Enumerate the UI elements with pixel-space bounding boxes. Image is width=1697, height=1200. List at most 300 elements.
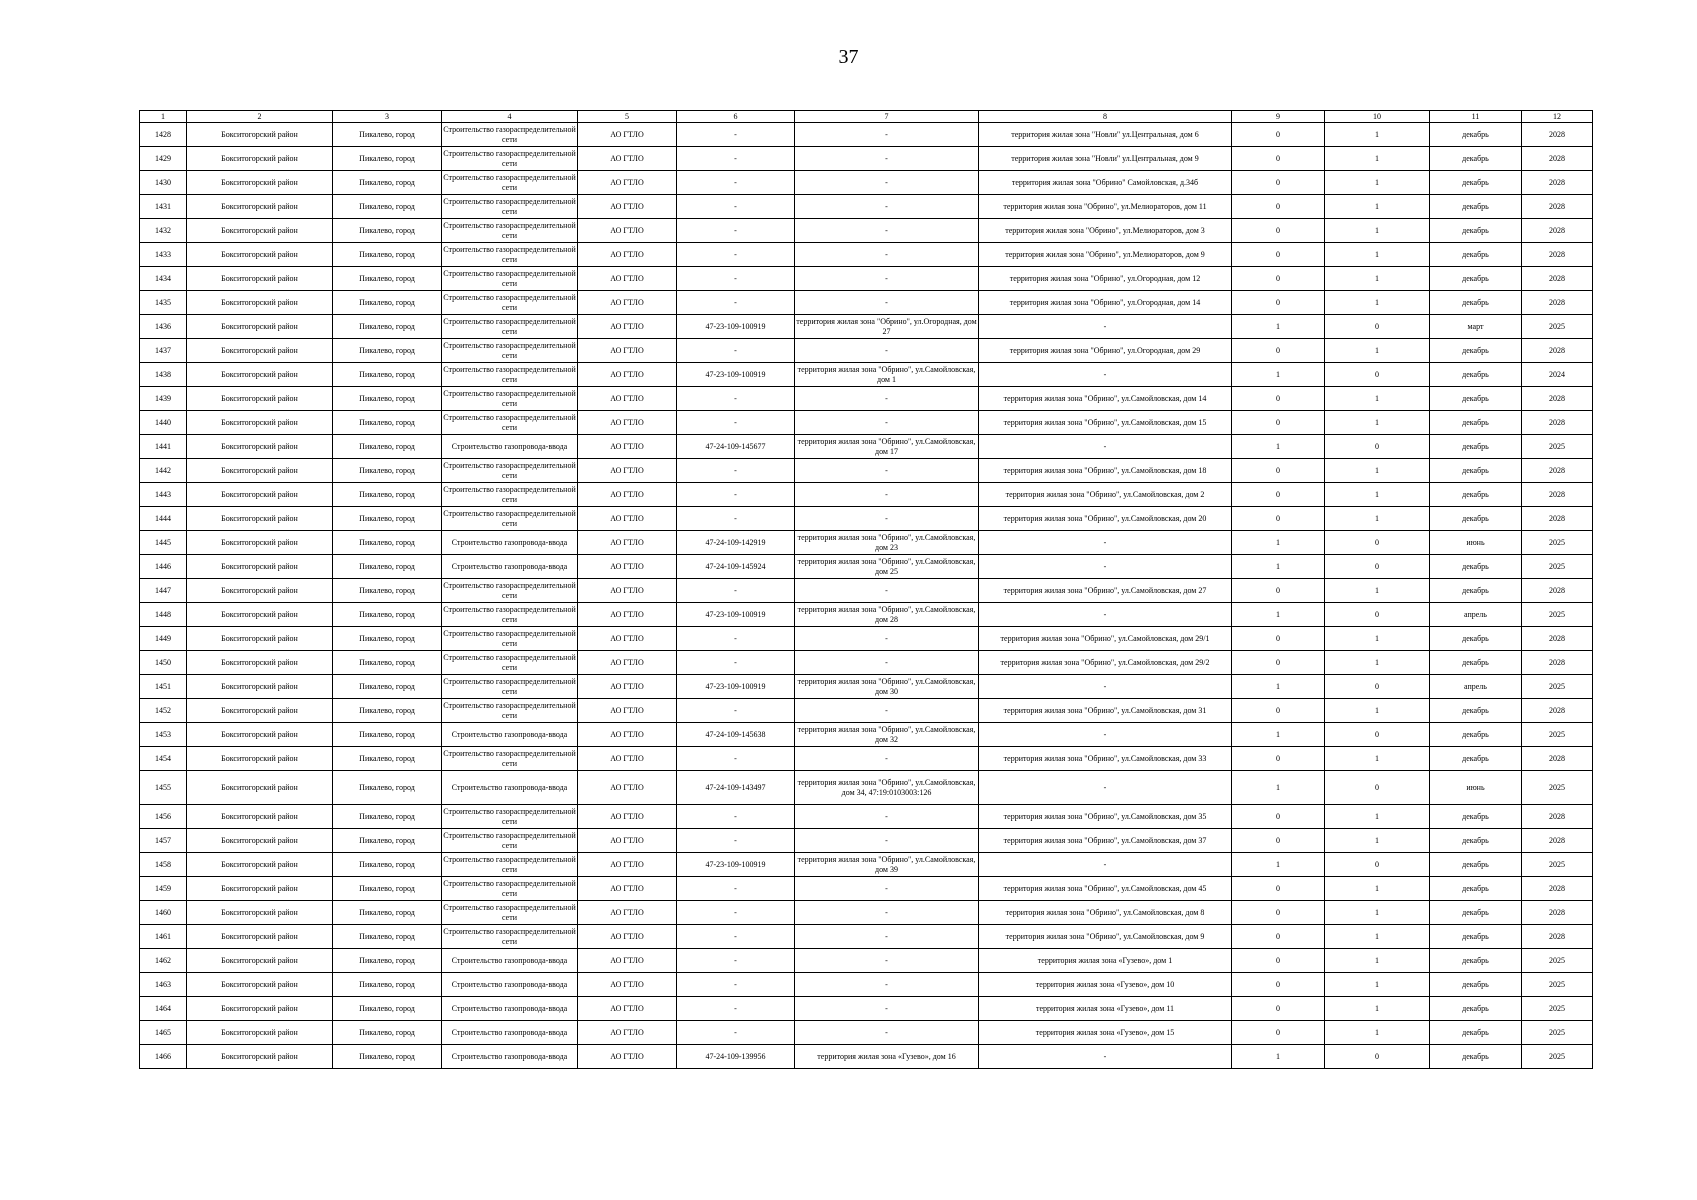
cell-year: 2025 bbox=[1522, 603, 1593, 627]
cell-settlement: Пикалево, город bbox=[333, 315, 442, 339]
cell-year: 2028 bbox=[1522, 925, 1593, 949]
cell-year: 2028 bbox=[1522, 243, 1593, 267]
cell-owner-address: территория жилая зона "Обрино", ул.Самойловская, дом 45 bbox=[979, 877, 1232, 901]
cell-district: Бокситогорский район bbox=[187, 853, 333, 877]
cell-count-a: 1 bbox=[1232, 771, 1325, 805]
cell-settlement: Пикалево, город bbox=[333, 531, 442, 555]
cell-row-number: 1432 bbox=[140, 219, 187, 243]
cell-object-address: - bbox=[795, 387, 979, 411]
cell-row-number: 1440 bbox=[140, 411, 187, 435]
cell-application-number: - bbox=[677, 651, 795, 675]
cell-row-number: 1446 bbox=[140, 555, 187, 579]
cell-row-number: 1460 bbox=[140, 901, 187, 925]
cell-month: декабрь bbox=[1430, 805, 1522, 829]
table-body bbox=[140, 123, 1593, 1069]
cell-work-type: Строительство газораспределительной сети bbox=[442, 925, 578, 949]
cell-organization: АО ГТЛО bbox=[578, 1045, 677, 1069]
cell-count-b: 0 bbox=[1325, 853, 1430, 877]
cell-district: Бокситогорский район bbox=[187, 877, 333, 901]
cell-work-type: Строительство газораспределительной сети bbox=[442, 363, 578, 387]
cell-application-number: - bbox=[677, 747, 795, 771]
cell-application-number: - bbox=[677, 411, 795, 435]
cell-district: Бокситогорский район bbox=[187, 579, 333, 603]
cell-district: Бокситогорский район bbox=[187, 387, 333, 411]
cell-organization: АО ГТЛО bbox=[578, 853, 677, 877]
cell-organization: АО ГТЛО bbox=[578, 507, 677, 531]
cell-work-type: Строительство газораспределительной сети bbox=[442, 243, 578, 267]
cell-count-a: 0 bbox=[1232, 459, 1325, 483]
cell-district: Бокситогорский район bbox=[187, 483, 333, 507]
cell-application-number: - bbox=[677, 877, 795, 901]
cell-month: декабрь bbox=[1430, 459, 1522, 483]
cell-settlement: Пикалево, город bbox=[333, 123, 442, 147]
cell-settlement: Пикалево, город bbox=[333, 925, 442, 949]
cell-organization: АО ГТЛО bbox=[578, 949, 677, 973]
column-number: 10 bbox=[1325, 111, 1430, 123]
cell-owner-address: - bbox=[979, 555, 1232, 579]
cell-count-b: 1 bbox=[1325, 219, 1430, 243]
cell-organization: АО ГТЛО bbox=[578, 627, 677, 651]
cell-settlement: Пикалево, город bbox=[333, 723, 442, 747]
cell-month: декабрь bbox=[1430, 483, 1522, 507]
cell-owner-address: - bbox=[979, 315, 1232, 339]
cell-application-number: - bbox=[677, 459, 795, 483]
cell-settlement: Пикалево, город bbox=[333, 387, 442, 411]
cell-work-type: Строительство газораспределительной сети bbox=[442, 483, 578, 507]
cell-row-number: 1433 bbox=[140, 243, 187, 267]
cell-work-type: Строительство газораспределительной сети bbox=[442, 699, 578, 723]
table-row bbox=[140, 531, 1593, 555]
cell-application-number: - bbox=[677, 507, 795, 531]
cell-application-number: - bbox=[677, 291, 795, 315]
cell-owner-address: территория жилая зона "Обрино", ул.Самойловская, дом 14 bbox=[979, 387, 1232, 411]
cell-district: Бокситогорский район bbox=[187, 997, 333, 1021]
cell-count-b: 0 bbox=[1325, 675, 1430, 699]
cell-settlement: Пикалево, город bbox=[333, 949, 442, 973]
cell-owner-address: территория жилая зона "Обрино", ул.Самойловская, дом 8 bbox=[979, 901, 1232, 925]
cell-object-address: - bbox=[795, 123, 979, 147]
cell-count-a: 0 bbox=[1232, 243, 1325, 267]
cell-work-type: Строительство газораспределительной сети bbox=[442, 123, 578, 147]
cell-month: декабрь bbox=[1430, 1021, 1522, 1045]
cell-month: декабрь bbox=[1430, 973, 1522, 997]
cell-year: 2025 bbox=[1522, 435, 1593, 459]
cell-settlement: Пикалево, город bbox=[333, 507, 442, 531]
cell-count-a: 0 bbox=[1232, 291, 1325, 315]
table-row bbox=[140, 555, 1593, 579]
cell-row-number: 1436 bbox=[140, 315, 187, 339]
column-number: 1 bbox=[140, 111, 187, 123]
cell-count-a: 1 bbox=[1232, 555, 1325, 579]
cell-work-type: Строительство газораспределительной сети bbox=[442, 171, 578, 195]
cell-settlement: Пикалево, город bbox=[333, 829, 442, 853]
table-row bbox=[140, 771, 1593, 805]
cell-row-number: 1447 bbox=[140, 579, 187, 603]
cell-year: 2028 bbox=[1522, 651, 1593, 675]
cell-work-type: Строительство газопровода-ввода bbox=[442, 531, 578, 555]
cell-owner-address: - bbox=[979, 853, 1232, 877]
cell-settlement: Пикалево, город bbox=[333, 805, 442, 829]
gasification-table bbox=[139, 110, 1593, 1069]
cell-object-address: - bbox=[795, 339, 979, 363]
cell-row-number: 1461 bbox=[140, 925, 187, 949]
cell-count-a: 1 bbox=[1232, 315, 1325, 339]
cell-year: 2028 bbox=[1522, 339, 1593, 363]
cell-month: декабрь bbox=[1430, 291, 1522, 315]
cell-year: 2028 bbox=[1522, 483, 1593, 507]
cell-work-type: Строительство газораспределительной сети bbox=[442, 459, 578, 483]
table-row bbox=[140, 1045, 1593, 1069]
cell-organization: АО ГТЛО bbox=[578, 651, 677, 675]
column-number: 9 bbox=[1232, 111, 1325, 123]
cell-object-address: территория жилая зона «Гузево», дом 16 bbox=[795, 1045, 979, 1069]
cell-district: Бокситогорский район bbox=[187, 171, 333, 195]
cell-month: июнь bbox=[1430, 771, 1522, 805]
cell-organization: АО ГТЛО bbox=[578, 579, 677, 603]
cell-count-a: 1 bbox=[1232, 1045, 1325, 1069]
cell-owner-address: - bbox=[979, 435, 1232, 459]
column-number-row bbox=[140, 111, 1593, 123]
cell-count-b: 1 bbox=[1325, 877, 1430, 901]
cell-settlement: Пикалево, город bbox=[333, 459, 442, 483]
cell-settlement: Пикалево, город bbox=[333, 627, 442, 651]
cell-organization: АО ГТЛО bbox=[578, 997, 677, 1021]
cell-year: 2028 bbox=[1522, 219, 1593, 243]
cell-month: декабрь bbox=[1430, 123, 1522, 147]
cell-month: декабрь bbox=[1430, 699, 1522, 723]
cell-year: 2028 bbox=[1522, 171, 1593, 195]
cell-application-number: - bbox=[677, 339, 795, 363]
cell-district: Бокситогорский район bbox=[187, 267, 333, 291]
cell-work-type: Строительство газопровода-ввода bbox=[442, 997, 578, 1021]
cell-application-number: - bbox=[677, 579, 795, 603]
cell-count-b: 1 bbox=[1325, 805, 1430, 829]
cell-count-a: 1 bbox=[1232, 603, 1325, 627]
cell-settlement: Пикалево, город bbox=[333, 219, 442, 243]
cell-month: апрель bbox=[1430, 603, 1522, 627]
cell-organization: АО ГТЛО bbox=[578, 531, 677, 555]
cell-district: Бокситогорский район bbox=[187, 123, 333, 147]
cell-count-b: 1 bbox=[1325, 579, 1430, 603]
cell-object-address: - bbox=[795, 997, 979, 1021]
cell-count-b: 1 bbox=[1325, 925, 1430, 949]
cell-district: Бокситогорский район bbox=[187, 459, 333, 483]
cell-settlement: Пикалево, город bbox=[333, 363, 442, 387]
cell-count-a: 0 bbox=[1232, 747, 1325, 771]
cell-object-address: - bbox=[795, 291, 979, 315]
cell-application-number: - bbox=[677, 147, 795, 171]
cell-organization: АО ГТЛО bbox=[578, 675, 677, 699]
cell-work-type: Строительство газораспределительной сети bbox=[442, 603, 578, 627]
cell-object-address: территория жилая зона "Обрино", ул.Самойловская, дом 17 bbox=[795, 435, 979, 459]
cell-count-a: 0 bbox=[1232, 925, 1325, 949]
cell-settlement: Пикалево, город bbox=[333, 435, 442, 459]
cell-month: март bbox=[1430, 315, 1522, 339]
cell-application-number: - bbox=[677, 901, 795, 925]
cell-application-number: - bbox=[677, 627, 795, 651]
cell-count-b: 1 bbox=[1325, 973, 1430, 997]
cell-work-type: Строительство газораспределительной сети bbox=[442, 267, 578, 291]
cell-application-number: - bbox=[677, 123, 795, 147]
cell-count-b: 1 bbox=[1325, 291, 1430, 315]
cell-object-address: территория жилая зона "Обрино", ул.Самойловская, дом 23 bbox=[795, 531, 979, 555]
cell-count-a: 1 bbox=[1232, 853, 1325, 877]
cell-count-b: 1 bbox=[1325, 171, 1430, 195]
cell-settlement: Пикалево, город bbox=[333, 1021, 442, 1045]
cell-application-number: - bbox=[677, 829, 795, 853]
cell-organization: АО ГТЛО bbox=[578, 829, 677, 853]
cell-owner-address: территория жилая зона "Обрино", ул.Самойловская, дом 29/1 bbox=[979, 627, 1232, 651]
cell-organization: АО ГТЛО bbox=[578, 747, 677, 771]
cell-work-type: Строительство газораспределительной сети bbox=[442, 805, 578, 829]
cell-month: декабрь bbox=[1430, 1045, 1522, 1069]
cell-organization: АО ГТЛО bbox=[578, 925, 677, 949]
cell-settlement: Пикалево, город bbox=[333, 339, 442, 363]
table-row bbox=[140, 363, 1593, 387]
cell-owner-address: - bbox=[979, 531, 1232, 555]
cell-organization: АО ГТЛО bbox=[578, 483, 677, 507]
cell-row-number: 1437 bbox=[140, 339, 187, 363]
cell-work-type: Строительство газопровода-ввода bbox=[442, 555, 578, 579]
cell-district: Бокситогорский район bbox=[187, 411, 333, 435]
cell-work-type: Строительство газопровода-ввода bbox=[442, 771, 578, 805]
cell-month: декабрь bbox=[1430, 723, 1522, 747]
cell-district: Бокситогорский район bbox=[187, 925, 333, 949]
cell-settlement: Пикалево, город bbox=[333, 555, 442, 579]
cell-district: Бокситогорский район bbox=[187, 901, 333, 925]
cell-month: декабрь bbox=[1430, 363, 1522, 387]
table-row bbox=[140, 171, 1593, 195]
cell-count-b: 0 bbox=[1325, 771, 1430, 805]
cell-year: 2025 bbox=[1522, 949, 1593, 973]
cell-year: 2025 bbox=[1522, 315, 1593, 339]
cell-organization: АО ГТЛО bbox=[578, 363, 677, 387]
cell-year: 2028 bbox=[1522, 877, 1593, 901]
column-number: 7 bbox=[795, 111, 979, 123]
cell-year: 2028 bbox=[1522, 195, 1593, 219]
cell-count-b: 1 bbox=[1325, 267, 1430, 291]
cell-year: 2028 bbox=[1522, 829, 1593, 853]
cell-count-a: 0 bbox=[1232, 877, 1325, 901]
cell-object-address: территория жилая зона "Обрино", ул.Самойловская, дом 28 bbox=[795, 603, 979, 627]
cell-count-a: 0 bbox=[1232, 651, 1325, 675]
cell-organization: АО ГТЛО bbox=[578, 901, 677, 925]
cell-year: 2028 bbox=[1522, 627, 1593, 651]
cell-count-a: 0 bbox=[1232, 829, 1325, 853]
table-row bbox=[140, 901, 1593, 925]
cell-district: Бокситогорский район bbox=[187, 829, 333, 853]
cell-organization: АО ГТЛО bbox=[578, 459, 677, 483]
cell-object-address: - bbox=[795, 747, 979, 771]
cell-district: Бокситогорский район bbox=[187, 219, 333, 243]
cell-count-a: 0 bbox=[1232, 411, 1325, 435]
cell-organization: АО ГТЛО bbox=[578, 387, 677, 411]
cell-application-number: 47-24-109-145924 bbox=[677, 555, 795, 579]
cell-work-type: Строительство газораспределительной сети bbox=[442, 853, 578, 877]
cell-organization: АО ГТЛО bbox=[578, 219, 677, 243]
cell-count-b: 1 bbox=[1325, 747, 1430, 771]
cell-district: Бокситогорский район bbox=[187, 147, 333, 171]
table-row bbox=[140, 123, 1593, 147]
cell-owner-address: - bbox=[979, 363, 1232, 387]
cell-month: декабрь bbox=[1430, 925, 1522, 949]
cell-organization: АО ГТЛО bbox=[578, 171, 677, 195]
cell-district: Бокситогорский район bbox=[187, 195, 333, 219]
table-row bbox=[140, 411, 1593, 435]
cell-count-b: 1 bbox=[1325, 651, 1430, 675]
cell-year: 2028 bbox=[1522, 579, 1593, 603]
cell-district: Бокситогорский район bbox=[187, 555, 333, 579]
cell-work-type: Строительство газораспределительной сети bbox=[442, 219, 578, 243]
cell-row-number: 1438 bbox=[140, 363, 187, 387]
cell-count-b: 1 bbox=[1325, 829, 1430, 853]
cell-settlement: Пикалево, город bbox=[333, 195, 442, 219]
cell-object-address: - bbox=[795, 267, 979, 291]
cell-year: 2028 bbox=[1522, 459, 1593, 483]
cell-organization: АО ГТЛО bbox=[578, 723, 677, 747]
cell-year: 2028 bbox=[1522, 747, 1593, 771]
cell-object-address: - bbox=[795, 925, 979, 949]
cell-row-number: 1429 bbox=[140, 147, 187, 171]
cell-month: декабрь bbox=[1430, 555, 1522, 579]
cell-work-type: Строительство газораспределительной сети bbox=[442, 387, 578, 411]
cell-object-address: - bbox=[795, 411, 979, 435]
table-row bbox=[140, 483, 1593, 507]
cell-row-number: 1464 bbox=[140, 997, 187, 1021]
cell-row-number: 1449 bbox=[140, 627, 187, 651]
cell-object-address: - bbox=[795, 877, 979, 901]
cell-settlement: Пикалево, город bbox=[333, 603, 442, 627]
cell-count-a: 0 bbox=[1232, 949, 1325, 973]
cell-row-number: 1445 bbox=[140, 531, 187, 555]
cell-work-type: Строительство газораспределительной сети bbox=[442, 651, 578, 675]
table-row bbox=[140, 973, 1593, 997]
cell-month: декабрь bbox=[1430, 627, 1522, 651]
cell-object-address: - bbox=[795, 627, 979, 651]
table-row bbox=[140, 459, 1593, 483]
cell-organization: АО ГТЛО bbox=[578, 435, 677, 459]
cell-object-address: территория жилая зона "Обрино", ул.Самойловская, дом 30 bbox=[795, 675, 979, 699]
cell-application-number: 47-24-109-145677 bbox=[677, 435, 795, 459]
cell-work-type: Строительство газораспределительной сети bbox=[442, 877, 578, 901]
cell-work-type: Строительство газораспределительной сети bbox=[442, 147, 578, 171]
column-number: 2 bbox=[187, 111, 333, 123]
cell-object-address: - bbox=[795, 973, 979, 997]
cell-count-b: 0 bbox=[1325, 363, 1430, 387]
cell-organization: АО ГТЛО bbox=[578, 603, 677, 627]
cell-row-number: 1448 bbox=[140, 603, 187, 627]
cell-owner-address: территория жилая зона "Обрино" Самойловская, д.34б bbox=[979, 171, 1232, 195]
cell-month: июнь bbox=[1430, 531, 1522, 555]
cell-settlement: Пикалево, город bbox=[333, 853, 442, 877]
cell-month: декабрь bbox=[1430, 829, 1522, 853]
cell-count-b: 1 bbox=[1325, 1021, 1430, 1045]
cell-count-a: 0 bbox=[1232, 123, 1325, 147]
cell-district: Бокситогорский район bbox=[187, 747, 333, 771]
cell-count-b: 0 bbox=[1325, 531, 1430, 555]
cell-object-address: - bbox=[795, 219, 979, 243]
cell-count-a: 0 bbox=[1232, 579, 1325, 603]
cell-month: декабрь bbox=[1430, 901, 1522, 925]
cell-application-number: - bbox=[677, 949, 795, 973]
cell-district: Бокситогорский район bbox=[187, 973, 333, 997]
cell-owner-address: территория жилая зона "Обрино", ул.Самойловская, дом 18 bbox=[979, 459, 1232, 483]
cell-row-number: 1439 bbox=[140, 387, 187, 411]
cell-year: 2025 bbox=[1522, 531, 1593, 555]
column-number: 6 bbox=[677, 111, 795, 123]
cell-year: 2028 bbox=[1522, 805, 1593, 829]
cell-owner-address: территория жилая зона "Новли" ул.Центральная, дом 9 bbox=[979, 147, 1232, 171]
cell-count-b: 1 bbox=[1325, 483, 1430, 507]
cell-organization: АО ГТЛО bbox=[578, 771, 677, 805]
cell-count-a: 0 bbox=[1232, 195, 1325, 219]
cell-month: декабрь bbox=[1430, 747, 1522, 771]
cell-owner-address: территория жилая зона "Обрино", ул.Самойловская, дом 27 bbox=[979, 579, 1232, 603]
cell-year: 2025 bbox=[1522, 723, 1593, 747]
cell-application-number: 47-23-109-100919 bbox=[677, 363, 795, 387]
cell-month: декабрь bbox=[1430, 651, 1522, 675]
cell-application-number: - bbox=[677, 483, 795, 507]
cell-count-b: 0 bbox=[1325, 603, 1430, 627]
cell-object-address: - bbox=[795, 147, 979, 171]
cell-year: 2028 bbox=[1522, 123, 1593, 147]
cell-count-a: 0 bbox=[1232, 507, 1325, 531]
table-row bbox=[140, 747, 1593, 771]
cell-application-number: 47-23-109-100919 bbox=[677, 603, 795, 627]
cell-count-a: 0 bbox=[1232, 805, 1325, 829]
cell-count-a: 1 bbox=[1232, 363, 1325, 387]
cell-row-number: 1442 bbox=[140, 459, 187, 483]
cell-object-address: территория жилая зона "Обрино", ул.Самойловская, дом 34, 47:19:0103003:126 bbox=[795, 771, 979, 805]
cell-row-number: 1457 bbox=[140, 829, 187, 853]
cell-object-address: - bbox=[795, 699, 979, 723]
cell-year: 2028 bbox=[1522, 699, 1593, 723]
cell-count-a: 0 bbox=[1232, 171, 1325, 195]
cell-organization: АО ГТЛО bbox=[578, 315, 677, 339]
cell-application-number: 47-24-109-139956 bbox=[677, 1045, 795, 1069]
cell-object-address: - bbox=[795, 459, 979, 483]
cell-month: декабрь bbox=[1430, 195, 1522, 219]
cell-work-type: Строительство газопровода-ввода bbox=[442, 435, 578, 459]
cell-work-type: Строительство газопровода-ввода bbox=[442, 1045, 578, 1069]
table-row bbox=[140, 315, 1593, 339]
column-number: 8 bbox=[979, 111, 1232, 123]
cell-month: декабрь bbox=[1430, 267, 1522, 291]
cell-district: Бокситогорский район bbox=[187, 675, 333, 699]
cell-row-number: 1431 bbox=[140, 195, 187, 219]
cell-year: 2025 bbox=[1522, 1021, 1593, 1045]
cell-year: 2028 bbox=[1522, 901, 1593, 925]
cell-year: 2028 bbox=[1522, 507, 1593, 531]
cell-owner-address: территория жилая зона «Гузево», дом 11 bbox=[979, 997, 1232, 1021]
cell-district: Бокситогорский район bbox=[187, 805, 333, 829]
cell-object-address: - bbox=[795, 483, 979, 507]
cell-count-a: 0 bbox=[1232, 387, 1325, 411]
cell-row-number: 1463 bbox=[140, 973, 187, 997]
cell-organization: АО ГТЛО bbox=[578, 699, 677, 723]
cell-district: Бокситогорский район bbox=[187, 723, 333, 747]
table-row bbox=[140, 805, 1593, 829]
cell-application-number: 47-23-109-100919 bbox=[677, 675, 795, 699]
table-row bbox=[140, 291, 1593, 315]
cell-row-number: 1453 bbox=[140, 723, 187, 747]
cell-owner-address: территория жилая зона "Обрино", ул.Самойловская, дом 15 bbox=[979, 411, 1232, 435]
cell-owner-address: территория жилая зона "Новли" ул.Центральная, дом 6 bbox=[979, 123, 1232, 147]
cell-application-number: 47-24-109-143497 bbox=[677, 771, 795, 805]
cell-settlement: Пикалево, город bbox=[333, 147, 442, 171]
cell-organization: АО ГТЛО bbox=[578, 973, 677, 997]
cell-row-number: 1450 bbox=[140, 651, 187, 675]
